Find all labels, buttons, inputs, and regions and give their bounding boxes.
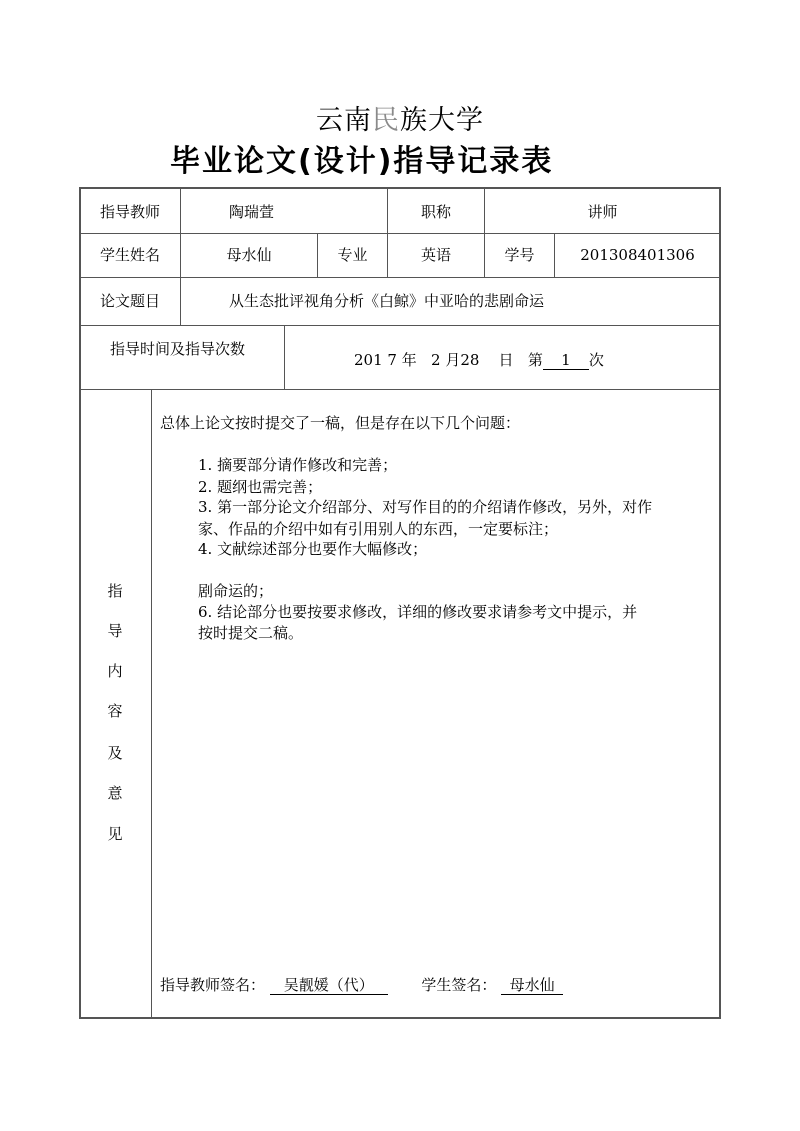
section-label-char: 见 <box>107 825 123 843</box>
comment-item-2: 2. 题纲也需完善； <box>198 478 323 496</box>
count-suffix: 次 <box>588 351 604 369</box>
section-label-char: 指 <box>107 582 123 600</box>
section-label-char: 及 <box>107 744 123 762</box>
comment-item-6: 6. 结论部分也要按要求修改，详细的修改要求请参考文中提示，并 <box>198 603 638 621</box>
date-day: 日 <box>498 351 514 369</box>
comment-item-3-cont: 家、作品的介绍中如有引用别人的东西，一定要标注； <box>198 520 559 538</box>
student-sign-value: 母水仙 <box>501 976 563 995</box>
id-label: 学号 <box>504 246 535 264</box>
comment-item-5: 剧命运的； <box>198 582 274 600</box>
date-year: 201 7 年 <box>354 351 417 369</box>
date-month: 2 月28 <box>431 351 480 369</box>
section-label-char: 内 <box>107 662 123 680</box>
row-divider <box>80 277 720 278</box>
guidance-date <box>354 351 604 370</box>
row-divider <box>80 389 720 390</box>
row-divider <box>80 233 720 234</box>
advisor-sign-value: 吴靓媛（代） <box>270 976 388 995</box>
student-label: 学生姓名 <box>99 246 160 264</box>
comment-item-6-cont: 按时提交二稿。 <box>198 624 304 642</box>
comment-item-1: 1. 摘要部分请作修改和完善； <box>198 456 398 474</box>
section-label-char: 容 <box>107 702 123 720</box>
count-value: 1 <box>543 351 589 370</box>
thesis-label: 论文题目 <box>99 292 160 310</box>
title-rank-label: 职称 <box>420 203 451 221</box>
section-label-char: 意 <box>107 784 123 802</box>
university-name: 云南民族大学 <box>316 105 484 136</box>
major-value: 英语 <box>420 246 451 264</box>
signature-row <box>160 976 563 995</box>
comment-item-3: 3. 第一部分论文介绍部分、对写作目的的介绍请作修改，另外，对作 <box>198 498 653 516</box>
advisor-name: 陶瑞萱 <box>229 203 275 221</box>
count-prefix: 第 <box>527 351 543 369</box>
advisor-sign-label: 指导教师签名： <box>160 976 266 994</box>
comment-item-4: 4. 文献综述部分也要作大幅修改； <box>198 540 428 558</box>
col-divider <box>284 325 285 389</box>
student-sign-label: 学生签名： <box>421 976 497 994</box>
col-divider <box>151 389 152 1018</box>
time-label: 指导时间及指导次数 <box>110 340 246 358</box>
major-label: 专业 <box>337 246 368 264</box>
form-title: 毕业论文(设计)指导记录表 <box>170 144 554 179</box>
student-name: 母水仙 <box>226 246 272 264</box>
comment-intro: 总体上论文按时提交了一稿，但是存在以下几个问题： <box>160 414 521 432</box>
section-label-char: 导 <box>107 622 123 640</box>
row-divider <box>80 325 720 326</box>
thesis-title: 从生态批评视角分析《白鲸》中亚哈的悲剧命运 <box>229 292 545 310</box>
advisor-label: 指导教师 <box>99 203 160 221</box>
title-rank-value: 讲师 <box>587 203 618 221</box>
id-value: 201308401306 <box>580 246 695 264</box>
